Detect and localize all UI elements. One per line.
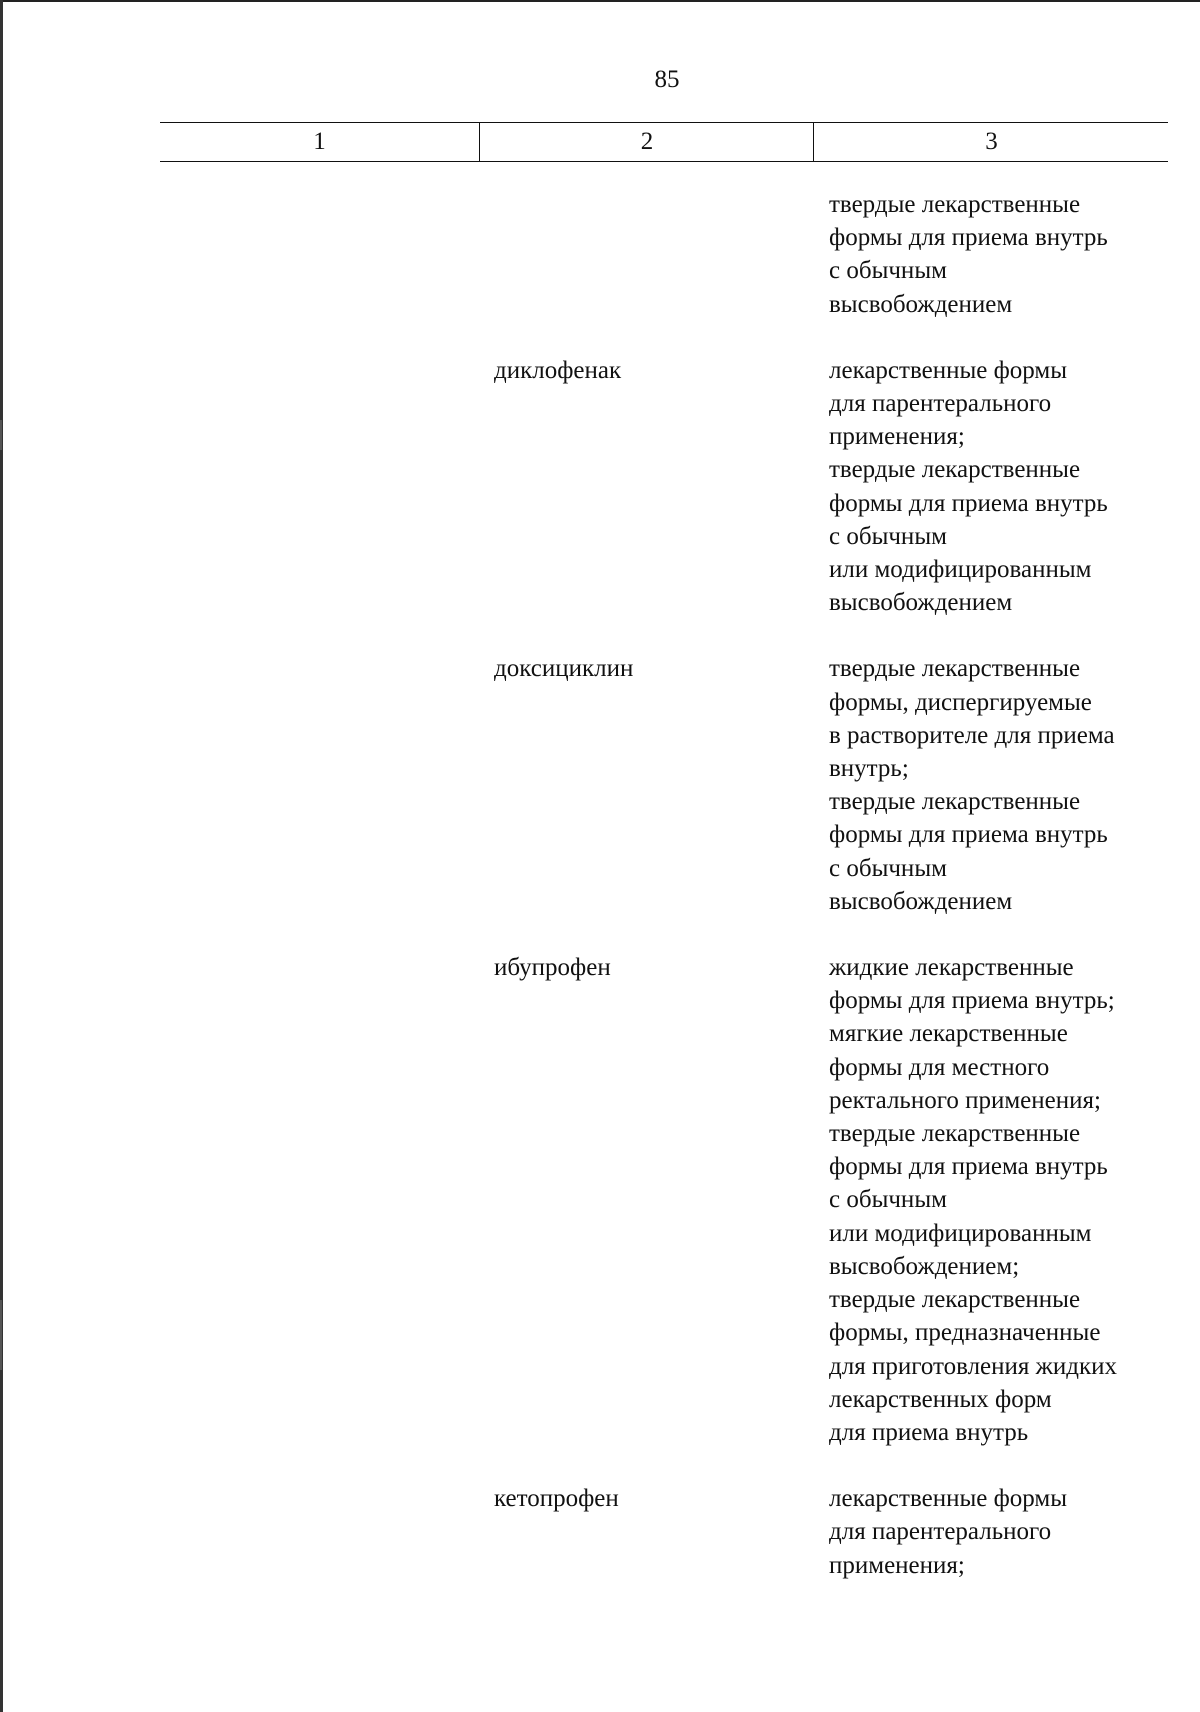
dosage-form-line: формы для местного <box>829 1053 1050 1081</box>
table-body <box>0 188 1200 1615</box>
drug-name: ибупрофен <box>494 954 611 982</box>
dosage-form-line: твердые лекарственные <box>829 456 1081 484</box>
dosage-form-line: жидкие лекарственные <box>829 954 1074 982</box>
dosage-form-line: лекарственные формы <box>829 356 1068 384</box>
dosage-form-line: с обычным <box>829 854 947 882</box>
dosage-form-line: высвобождением <box>829 887 1013 915</box>
dosage-form-line: ректального применения; <box>829 1086 1101 1114</box>
header-col-2: 2 <box>479 123 814 161</box>
dosage-form-line: твердые лекарственные <box>829 788 1081 816</box>
dosage-form-line: с обычным <box>829 522 947 550</box>
dosage-form-line: для приготовления жидких <box>829 1352 1118 1380</box>
page-number: 85 <box>654 66 680 93</box>
drug-name: диклофенак <box>494 356 622 384</box>
dosage-form-line: с обычным <box>829 257 947 285</box>
dosage-forms <box>829 188 1189 321</box>
dosage-form-line: высвобождением <box>829 290 1013 318</box>
dosage-form-line: формы для приема внутрь <box>829 821 1108 849</box>
dosage-form-line: с обычным <box>829 1186 947 1214</box>
drug-name: кетопрофен <box>494 1485 619 1513</box>
dosage-form-line: мягкие лекарственные <box>829 1020 1068 1048</box>
dosage-forms <box>829 652 1189 918</box>
table-row <box>0 354 1200 620</box>
dosage-form-line: формы, предназначенные <box>829 1319 1101 1347</box>
dosage-form-line: твердые лекарственные <box>829 655 1081 683</box>
dosage-form-line: высвобождением; <box>829 1252 1020 1280</box>
drug-name: доксициклин <box>494 655 634 683</box>
dosage-form-line: твердые лекарственные <box>829 191 1081 218</box>
header-col-3: 3 <box>813 123 1169 161</box>
dosage-forms <box>829 951 1189 1449</box>
dosage-form-line: лекарственных форм <box>829 1385 1052 1413</box>
dosage-form-line: применения; <box>829 1551 965 1579</box>
table-row <box>0 951 1200 1449</box>
dosage-form-line: в растворителе для приема <box>829 721 1115 749</box>
dosage-form-line: твердые лекарственные <box>829 1120 1081 1148</box>
dosage-form-line: высвобождением <box>829 589 1013 617</box>
dosage-form-line: или модифицированным <box>829 556 1092 584</box>
dosage-form-line: формы для приема внутрь <box>829 1153 1108 1181</box>
dosage-form-line: формы для приема внутрь; <box>829 987 1115 1015</box>
dosage-form-line: для парентерального <box>829 390 1052 418</box>
dosage-form-line: внутрь; <box>829 755 909 783</box>
dosage-form-line: применения; <box>829 423 965 451</box>
dosage-forms <box>829 354 1189 620</box>
dosage-form-line: лекарственные формы <box>829 1485 1068 1513</box>
dosage-form-line: или модифицированным <box>829 1219 1092 1247</box>
dosage-form-line: формы для приема внутрь <box>829 224 1108 252</box>
dosage-forms <box>829 1482 1189 1582</box>
table-row <box>0 188 1200 321</box>
table-row <box>0 652 1200 918</box>
dosage-form-line: твердые лекарственные <box>829 1286 1081 1314</box>
dosage-form-line: для приема внутрь <box>829 1418 1029 1446</box>
dosage-form-line: формы, диспергируемые <box>829 688 1092 716</box>
header-col-1: 1 <box>313 128 326 155</box>
dosage-form-line: для парентерального <box>829 1518 1052 1546</box>
dosage-form-line: формы для приема внутрь <box>829 489 1108 517</box>
table-row <box>0 1482 1200 1582</box>
table-header <box>160 122 1168 162</box>
scan-edge-top <box>0 0 1200 2</box>
